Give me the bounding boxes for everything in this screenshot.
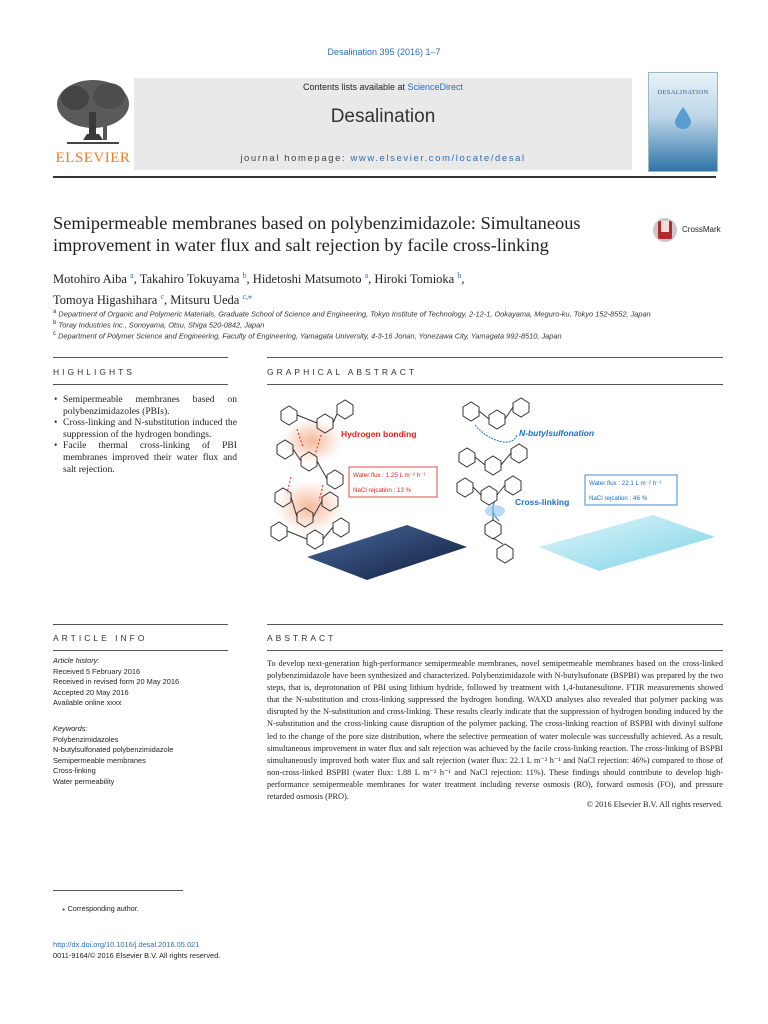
- highlight-item: • Cross-linking and N-substitution induced the suppression of the hydrogen bondings.: [63, 417, 237, 440]
- affiliation: [53, 309, 713, 318]
- article-history: [53, 656, 233, 709]
- history-item: Received 5 February 2016: [53, 666, 141, 676]
- loose-membrane-slab: [539, 515, 715, 571]
- journal-citation-link[interactable]: Desalination 395 (2016) 1–7: [327, 47, 441, 57]
- cover-title: DESALINATION: [657, 89, 709, 96]
- crosslink-label: Cross-linking: [515, 497, 570, 507]
- abstract-text: To develop next-generation high-performance semipermeable membranes, novel semipermeable membranes based on the cross-linked polybenzimidazole have been synthesized and characterized. Polybenzimidazole with N-butylsufonate (BSPBI) was prepared by the two steps, that is, deprotonation of PBI using lithium hydride, followed by treatment with 1,4-butanesultone. FTIR measurements showed that the N-substitution and cross-linking suppressed the hydrogen bonding. WAXD analyses also revealed that polymer packing was disrupted by the N-substitution and cross-linking. These results clearly indicate that the suppression of hydrogen bonding induced by the N-substitution and the cross-linking cause disruption of the polymer packing. The cross-linking reaction of BSPBI with divinyl sulfone led to the change of the pore size distribution, where the selective permeation of water molecule was successfully achieved. As a result, simultaneous improvement in water flux and salt rejection was achieved by the facile cross-linking reaction. The cross-linking of BSPBI simultaneously improved both water flux and salt rejection (water flux: 22.1 L m⁻² h⁻¹ and NaCl rejection: 46%) compared to those of non-cross-linked BSPBI (water flux: 1.88 L m⁻² h⁻¹ and NaCl rejection: 11%). These findings should contribute to develop high-performance semipermeable membranes for water treatment including reverse osmosis (RO), forward osmosis (FO), and pressure retarded osmosis (PRO).: [267, 659, 723, 802]
- author-list: Motohiro Aiba $^a$, Takahiro Tokuyama $^b$, Hidetoshi Matsumoto $^a$, Hiroki Tomioka $^b$, Tomoya Higashihara $^c$, Mitsuru Ueda $^{c,⁎}$: [53, 271, 465, 308]
- keyword-item[interactable]: Cross-linking: [53, 766, 96, 776]
- hbond-label: Hydrogen bonding: [341, 429, 417, 439]
- keyword-item[interactable]: Water permeability: [53, 776, 115, 786]
- affil-text: Department of Organic and Polymeric Materials, Graduate School of Science and Engineering, Tokyo Institute of Technology, 2-12-1, Ookayama, Meguro-ku, Tokyo 152-8552, Japan: [58, 309, 651, 319]
- sciencedirect-link[interactable]: ScienceDirect: [407, 82, 464, 92]
- section-rule: [53, 384, 228, 385]
- author-affil-marker[interactable]: b: [457, 271, 462, 280]
- article-info-heading: ARTICLE INFO: [53, 633, 148, 643]
- abstract-copyright: © 2016 Elsevier B.V. All rights reserved.: [586, 800, 723, 809]
- author-affil-marker[interactable]: a: [130, 271, 134, 280]
- doi-link[interactable]: http://dx.doi.org/10.1016/j.desal.2016.05.021: [53, 940, 200, 949]
- history-item: Received in revised form 20 May 2016: [53, 677, 180, 687]
- affil-text: Toray Industries Inc., Sonoyama, Otsu, Shiga 520-0842, Japan: [58, 320, 265, 330]
- left-water-flux: Water flux : 1.25 L m⁻² h⁻¹: [353, 472, 426, 479]
- keyword-item[interactable]: Semipermeable membranes: [53, 755, 146, 765]
- affiliation: [53, 331, 713, 340]
- affil-marker: c: [53, 331, 56, 337]
- history-item: Available online xxxx: [53, 698, 122, 708]
- author-name[interactable]: Takahiro Tokuyama: [139, 272, 240, 287]
- affil-marker: a: [53, 309, 57, 315]
- section-rule: [267, 384, 723, 385]
- section-rule: [267, 650, 723, 651]
- author-affil-marker[interactable]: b: [242, 271, 247, 280]
- publisher-wordmark: ELSEVIER: [55, 150, 131, 166]
- keywords: [53, 724, 233, 788]
- graphical-abstract-figure[interactable]: [267, 397, 715, 580]
- highlight-item: • Facile thermal cross-linking of PBI membranes improved their water flux and salt rejection.: [63, 440, 237, 475]
- issn-copyright: 0011-9164/© 2016 Elsevier B.V. All rights reserved.: [53, 951, 221, 960]
- right-nacl-rejection: NaCl rejcation : 46 %: [589, 495, 648, 502]
- author-name[interactable]: Hiroki Tomioka: [374, 272, 455, 287]
- highlight-item: • Semipermeable membranes based on polybenzimidazoles (PBIs).: [63, 394, 237, 417]
- journal-cover-thumbnail[interactable]: [648, 72, 718, 172]
- sulfonate-chain: [475, 425, 517, 442]
- homepage-prefix: journal homepage:: [240, 153, 351, 164]
- pbi-structure-right: [457, 398, 529, 563]
- left-nacl-rejection: NaCl rejcation : 13 %: [353, 487, 412, 494]
- dense-membrane-slab: [307, 525, 467, 580]
- journal-name: Desalination: [330, 106, 436, 127]
- highlights-heading: HIGHLIGHTS: [53, 367, 135, 377]
- journal-homepage-line: [134, 153, 632, 164]
- crossmark-icon: [652, 215, 678, 245]
- author-name[interactable]: Hidetoshi Matsumoto: [252, 272, 362, 287]
- footnote-rule: [53, 890, 183, 891]
- right-water-flux: Water flux : 22.1 L m⁻² h⁻¹: [589, 480, 662, 487]
- author-affil-marker[interactable]: c,⁎: [242, 292, 253, 302]
- affiliation: [53, 320, 713, 329]
- author-name[interactable]: Tomoya Higashihara: [53, 293, 158, 308]
- nbutyl-label: N-butylsulfonation: [519, 428, 595, 438]
- corresponding-author-note: ⁎ Corresponding author.: [62, 904, 139, 913]
- abstract-heading: ABSTRACT: [267, 633, 337, 643]
- author-affil-marker[interactable]: a: [364, 271, 369, 280]
- author-name[interactable]: Motohiro Aiba: [53, 272, 127, 287]
- keyword-item[interactable]: Polybenzimidazoles: [53, 734, 119, 744]
- keyword-item[interactable]: N-butylsulfonated polybenzimidazole: [53, 745, 174, 755]
- crossmark-badge[interactable]: [652, 215, 722, 245]
- section-rule: [53, 650, 228, 651]
- crosslink-glow: [485, 505, 505, 517]
- affil-text: Department of Polymer Science and Engineering, Faculty of Engineering, Yamagata University, 4-3-16 Jonan, Yonezawa City, Yamagata 992-8510, Japan: [58, 331, 562, 341]
- homepage-link[interactable]: www.elsevier.com/locate/desal: [350, 153, 526, 164]
- history-heading: Article history:: [53, 656, 100, 665]
- contents-available-line: [134, 82, 632, 92]
- author-name[interactable]: Mitsuru Ueda: [170, 293, 240, 308]
- water-drop-icon: [675, 107, 691, 129]
- keywords-heading: Keywords:: [53, 724, 88, 733]
- header-rule: [53, 176, 716, 178]
- section-rule: [53, 624, 228, 625]
- crossmark-label: CrossMark: [682, 225, 721, 234]
- graphical-abstract-heading: GRAPHICAL ABSTRACT: [267, 367, 418, 377]
- section-rule: [267, 357, 723, 358]
- highlights-list: [53, 394, 237, 475]
- affil-marker: b: [53, 320, 57, 326]
- paper-title: Semipermeable membranes based on polybenzimidazole: Simultaneous improvement in water flux and salt rejection by facile cross-linking: [53, 213, 581, 255]
- history-item: Accepted 20 May 2016: [53, 687, 129, 697]
- section-rule: [53, 357, 228, 358]
- author-affil-marker[interactable]: c: [160, 292, 164, 302]
- section-rule: [267, 624, 723, 625]
- contents-prefix: Contents lists available at: [302, 82, 408, 92]
